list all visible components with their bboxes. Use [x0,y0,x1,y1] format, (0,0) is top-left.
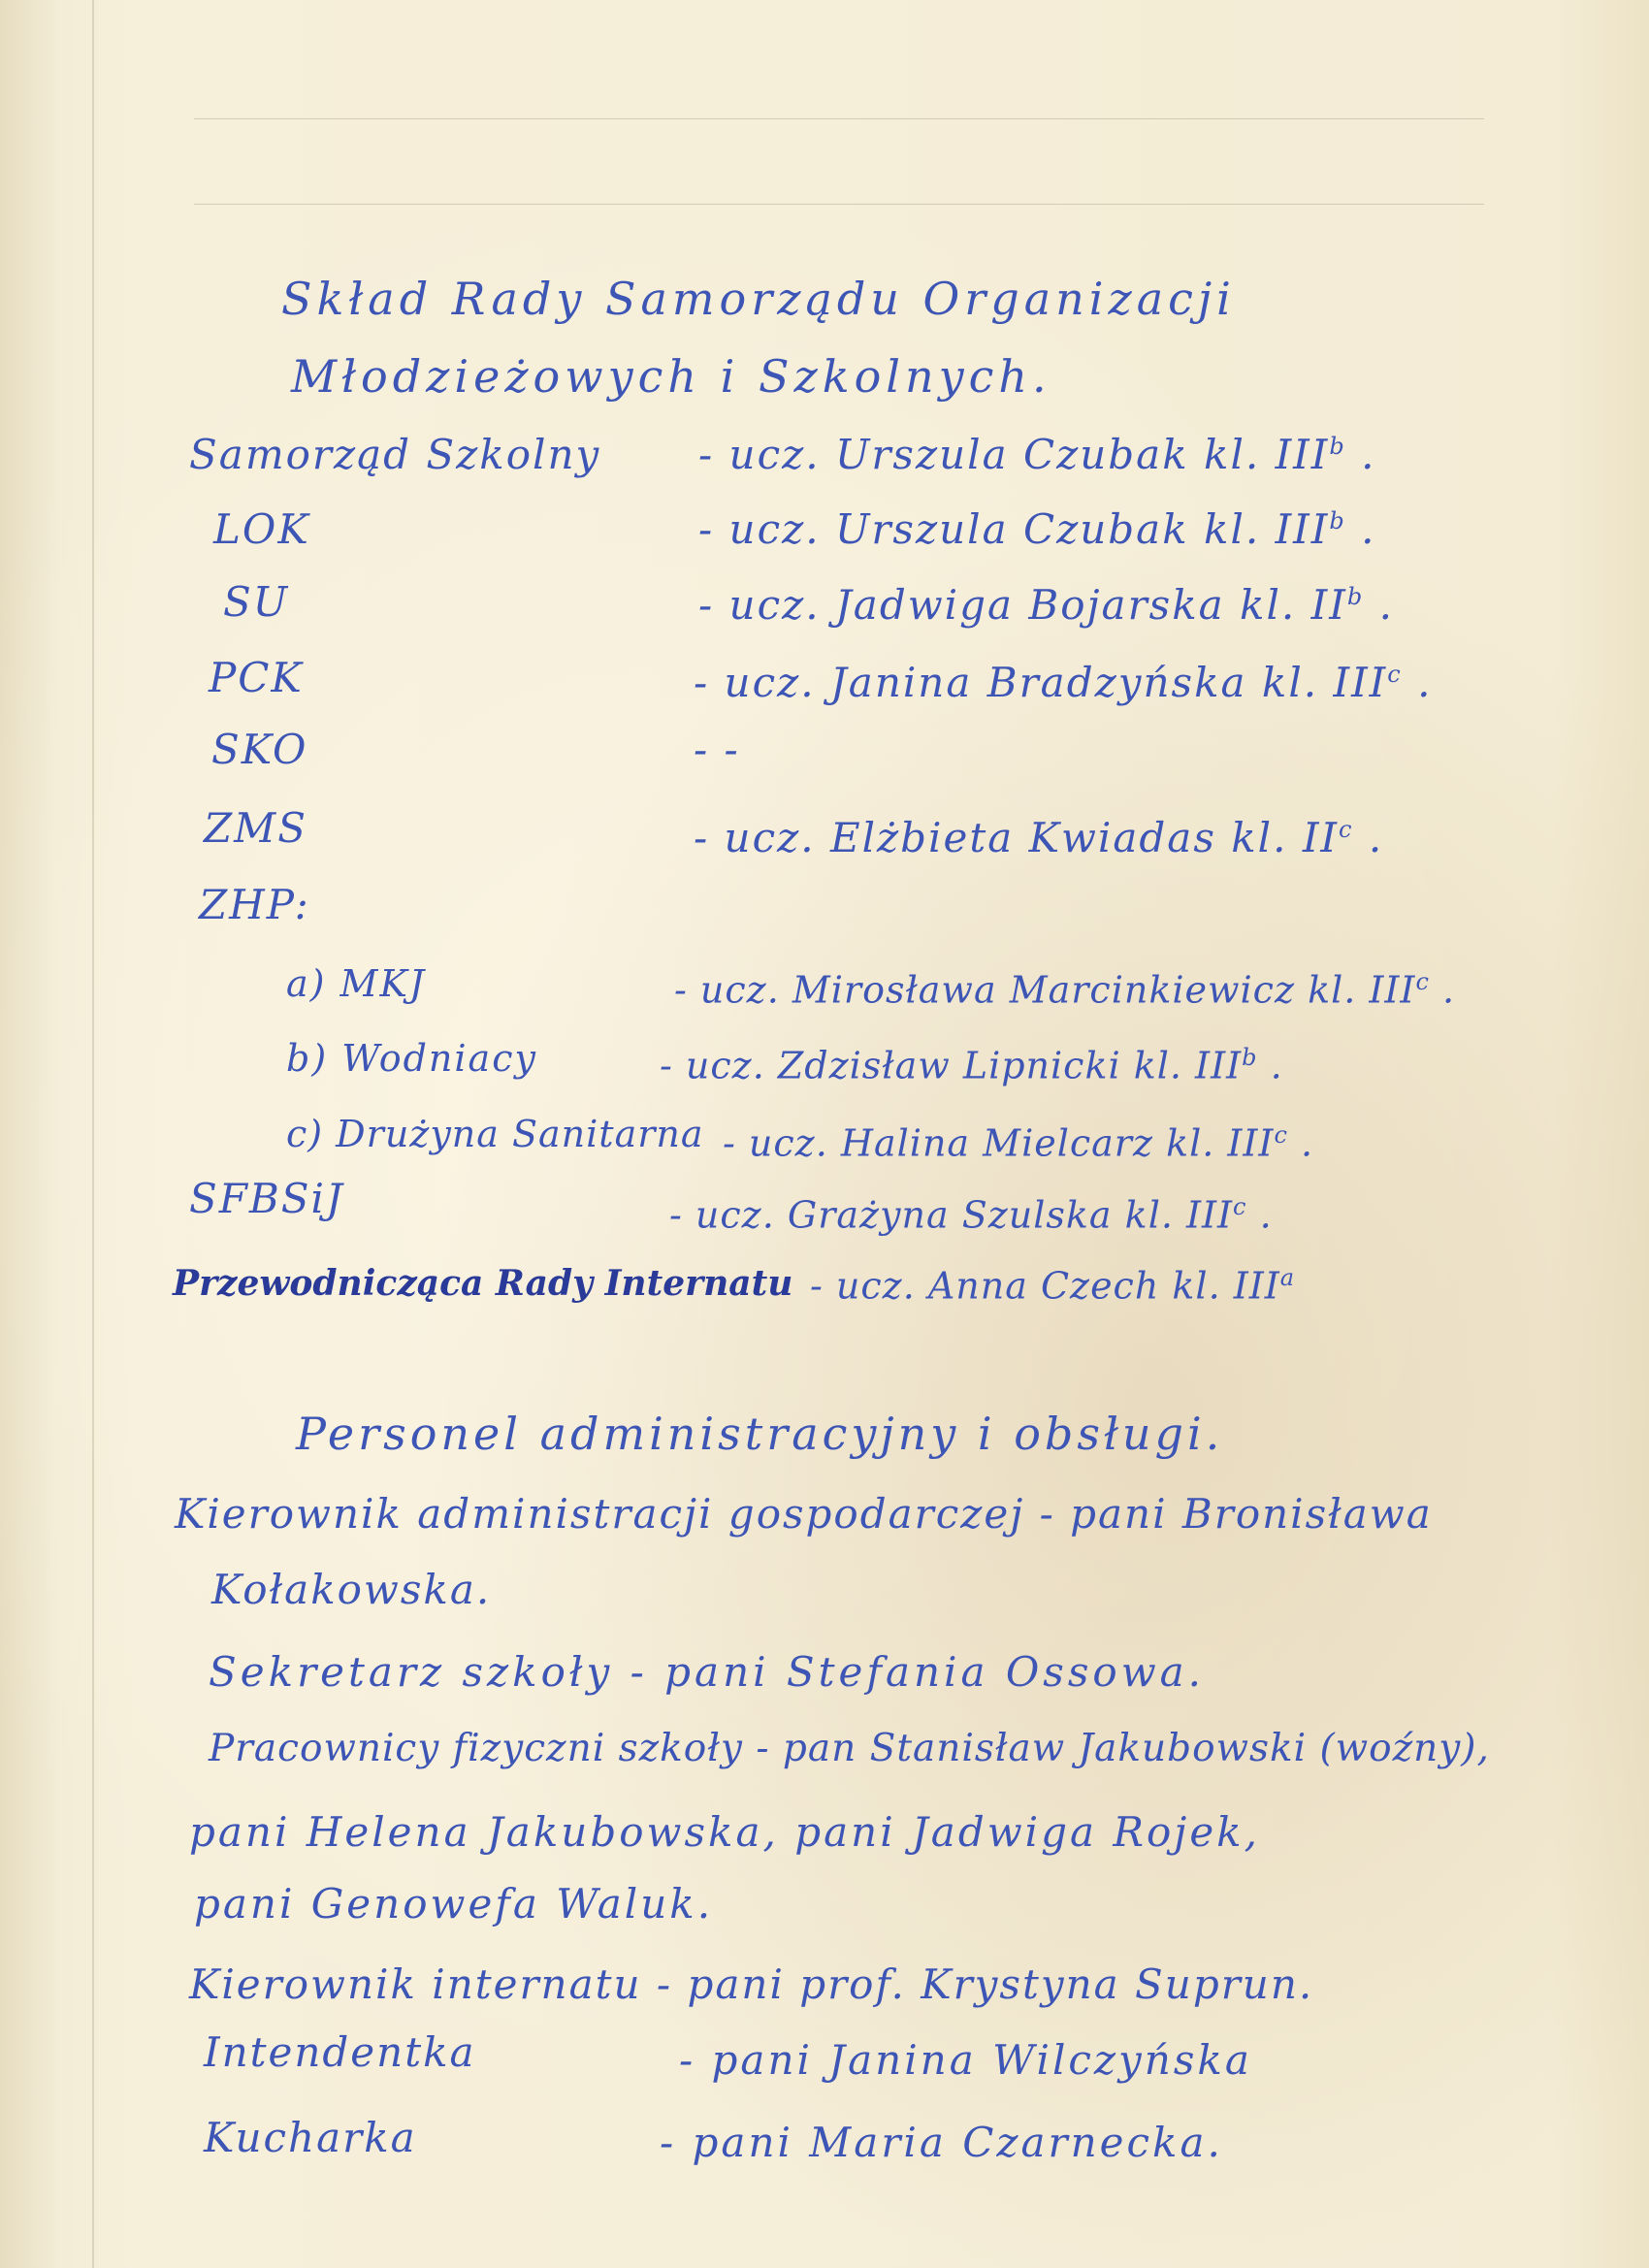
org-member: - ucz. Zdzisław Lipnicki kl. III$^b$ . [660,1044,1283,1087]
org-name: SFBSiJ [189,1175,344,1222]
staff-line: Kołakowska. [211,1566,492,1613]
org-member: - ucz. Elżbieta Kwiadas kl. $II^c$ . [694,814,1384,861]
staff-line: pani Helena Jakubowska, pani Jadwiga Rojek, [189,1808,1260,1856]
org-name: LOK [213,505,310,553]
org-name: SKO [211,726,308,773]
ruled-line [194,204,1484,205]
staff-line: Kierownik internatu - pani prof. Krystyna Suprun. [189,1960,1314,2008]
staff-role: Kucharka [204,2114,417,2161]
section1-heading-line1: Skład Rady Samorządu Organizacji [281,273,1236,325]
org-member: - - [694,726,740,773]
ruled-line [194,118,1484,119]
staff-line: Pracownicy fizyczni szkoły - pan Stanisław Jakubowski (woźny), [209,1727,1490,1770]
staff-line: Sekretarz szkoły - pani Stefania Ossowa. [209,1648,1206,1696]
staff-person: - pani Janina Wilczyńska [679,2036,1252,2084]
section2-heading: Personel administracyjny i obsługi. [296,1408,1224,1460]
org-member: - ucz. Jadwiga Bojarska kl. $II^b$ . [698,581,1394,629]
staff-line: pani Genowefa Waluk. [194,1880,714,1928]
staff-role: Intendentka [204,2028,476,2076]
org-name: c) Drużyna Sanitarna [286,1113,704,1155]
org-name: Przewodnicząca Rady Internatu [173,1263,793,1304]
org-member: - ucz. Anna Czech kl. III$^a$ [810,1264,1296,1308]
org-name: SU [223,578,290,626]
org-member: - ucz. Halina Mielcarz kl. III$^c$ . [723,1121,1314,1165]
org-name: ZHP: [199,881,310,928]
org-member: - ucz. Urszula Czubak kl. III$^b$ . [698,431,1376,478]
org-member: - ucz. Mirosława Marcinkiewicz kl. III$^c$ . [674,968,1456,1012]
org-name: Samorząd Szkolny [189,431,601,478]
staff-person: - pani Maria Czarnecka. [660,2119,1223,2166]
staff-line: Kierownik administracji gospodarczej - pani Bronisława [175,1490,1433,1538]
org-member: - ucz. Janina Bradzyńska kl. III$^c$ . [694,659,1433,706]
org-member: - ucz. Urszula Czubak kl. III$^b$ . [698,505,1376,553]
org-name: b) Wodniacy [286,1037,537,1080]
org-name: ZMS [204,804,307,852]
org-name: PCK [209,654,304,701]
section1-heading-line2: Młodzieżowych i Szkolnych. [291,350,1051,403]
page-binding-edge [92,0,94,2268]
org-member: - ucz. Grażyna Szulska kl. III$^c$ . [669,1193,1273,1237]
org-name: a) MKJ [286,962,427,1005]
